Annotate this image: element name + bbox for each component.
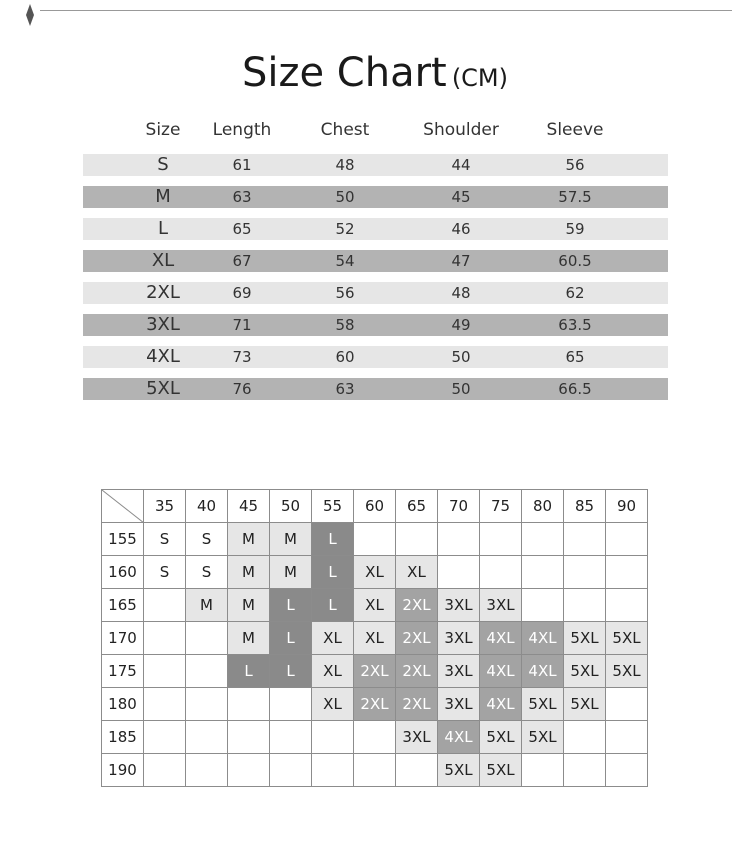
- fit-grid-row: [102, 754, 648, 787]
- header-shoulder: Shoulder: [423, 120, 499, 140]
- fit-size-cell: [480, 556, 522, 589]
- fit-size-cell: [186, 622, 228, 655]
- fit-size-cell: [228, 754, 270, 787]
- fit-size-cell: 4XL: [480, 655, 522, 688]
- fit-grid-row: [102, 622, 648, 655]
- height-header: 190: [102, 754, 144, 787]
- size-cell-length: 71: [232, 316, 252, 334]
- fit-size-cell: M: [228, 523, 270, 556]
- fit-size-cell: [480, 523, 522, 556]
- fit-size-cell: L: [312, 589, 354, 622]
- size-cell-shoulder: 47: [451, 252, 471, 270]
- fit-size-cell: [606, 589, 648, 622]
- size-cell-chest: 54: [335, 252, 355, 270]
- fit-size-cell: XL: [354, 589, 396, 622]
- fit-size-cell: 3XL: [438, 655, 480, 688]
- fit-size-cell: [186, 655, 228, 688]
- size-cell-length: 73: [232, 348, 252, 366]
- fit-size-cell: XL: [312, 622, 354, 655]
- size-cell-shoulder: 45: [451, 188, 471, 206]
- fit-size-cell: [354, 721, 396, 754]
- header-chest: Chest: [320, 120, 370, 140]
- size-cell-chest: 60: [335, 348, 355, 366]
- fit-size-cell: 5XL: [564, 655, 606, 688]
- fit-size-cell: L: [312, 556, 354, 589]
- size-cell-size: 5XL: [146, 378, 180, 399]
- size-cell-length: 69: [232, 284, 252, 302]
- fit-size-cell: 5XL: [438, 754, 480, 787]
- title-unit: (CM): [451, 64, 509, 92]
- fit-size-cell: [144, 721, 186, 754]
- fit-grid-row: [102, 655, 648, 688]
- fit-size-cell: 5XL: [564, 688, 606, 721]
- weight-header: 35: [144, 490, 186, 523]
- size-cell-size: 2XL: [146, 282, 180, 303]
- size-cell-chest: 63: [335, 380, 355, 398]
- size-cell-shoulder: 50: [451, 380, 471, 398]
- size-table-row: [83, 186, 668, 208]
- fit-size-cell: M: [228, 589, 270, 622]
- fit-size-cell: [228, 688, 270, 721]
- fit-size-cell: [354, 523, 396, 556]
- size-table-row: [83, 378, 668, 400]
- weight-header: 60: [354, 490, 396, 523]
- height-header: 180: [102, 688, 144, 721]
- fit-size-cell: 5XL: [606, 622, 648, 655]
- fit-size-cell: 2XL: [396, 589, 438, 622]
- diamond-marker-icon: [26, 4, 34, 26]
- fit-size-cell: L: [270, 589, 312, 622]
- size-cell-sleeve: 56: [565, 156, 585, 174]
- fit-size-cell: 5XL: [564, 622, 606, 655]
- size-cell-sleeve: 62: [565, 284, 585, 302]
- fit-size-cell: [144, 655, 186, 688]
- size-cell-length: 76: [232, 380, 252, 398]
- fit-size-cell: [522, 589, 564, 622]
- height-header: 160: [102, 556, 144, 589]
- fit-size-cell: XL: [312, 655, 354, 688]
- fit-grid-row: [102, 721, 648, 754]
- fit-grid-row: [102, 556, 648, 589]
- fit-grid-header-row: [102, 490, 648, 523]
- size-table-row: [83, 218, 668, 240]
- size-table-row: [83, 346, 668, 368]
- size-cell-shoulder: 49: [451, 316, 471, 334]
- size-cell-length: 67: [232, 252, 252, 270]
- fit-size-cell: L: [228, 655, 270, 688]
- fit-size-cell: 4XL: [480, 688, 522, 721]
- fit-size-cell: L: [312, 523, 354, 556]
- size-table: [83, 116, 668, 400]
- fit-size-cell: XL: [396, 556, 438, 589]
- height-header: 165: [102, 589, 144, 622]
- fit-size-cell: [606, 523, 648, 556]
- fit-size-cell: [564, 754, 606, 787]
- fit-size-cell: [564, 589, 606, 622]
- header-size: Size: [145, 120, 181, 140]
- weight-header: 50: [270, 490, 312, 523]
- fit-size-cell: 4XL: [438, 721, 480, 754]
- fit-size-cell: 3XL: [396, 721, 438, 754]
- fit-size-cell: [438, 523, 480, 556]
- fit-size-cell: [186, 754, 228, 787]
- fit-size-cell: 5XL: [606, 655, 648, 688]
- fit-size-cell: S: [186, 556, 228, 589]
- size-cell-sleeve: 60.5: [558, 252, 592, 270]
- size-table-row: [83, 314, 668, 336]
- fit-size-cell: XL: [354, 622, 396, 655]
- size-cell-sleeve: 59: [565, 220, 585, 238]
- size-cell-chest: 58: [335, 316, 355, 334]
- size-cell-sleeve: 65: [565, 348, 585, 366]
- fit-size-cell: 2XL: [396, 655, 438, 688]
- fit-size-cell: S: [186, 523, 228, 556]
- fit-size-cell: 4XL: [480, 622, 522, 655]
- fit-size-cell: 3XL: [480, 589, 522, 622]
- size-cell-size: L: [157, 218, 169, 239]
- size-cell-length: 61: [232, 156, 252, 174]
- fit-size-cell: 2XL: [396, 622, 438, 655]
- height-header: 155: [102, 523, 144, 556]
- size-cell-chest: 50: [335, 188, 355, 206]
- fit-size-cell: 5XL: [522, 688, 564, 721]
- size-cell-size: M: [155, 186, 171, 207]
- fit-size-cell: S: [144, 556, 186, 589]
- fit-size-cell: [606, 754, 648, 787]
- size-cell-chest: 56: [335, 284, 355, 302]
- weight-header: 90: [606, 490, 648, 523]
- size-cell-sleeve: 57.5: [558, 188, 592, 206]
- fit-size-cell: 2XL: [354, 655, 396, 688]
- weight-header: 75: [480, 490, 522, 523]
- fit-size-cell: M: [270, 523, 312, 556]
- fit-size-cell: [144, 589, 186, 622]
- fit-size-cell: [606, 721, 648, 754]
- fit-size-cell: [270, 721, 312, 754]
- fit-size-cell: 2XL: [396, 688, 438, 721]
- fit-size-cell: L: [270, 622, 312, 655]
- size-table-row: [83, 282, 668, 304]
- fit-size-cell: [144, 622, 186, 655]
- fit-size-cell: [396, 523, 438, 556]
- size-cell-size: 3XL: [146, 314, 180, 335]
- size-cell-shoulder: 46: [451, 220, 471, 238]
- size-cell-length: 63: [232, 188, 252, 206]
- weight-header: 85: [564, 490, 606, 523]
- fit-size-cell: [186, 721, 228, 754]
- fit-size-cell: [186, 688, 228, 721]
- title-main: Size Chart: [241, 50, 447, 96]
- header-sleeve: Sleeve: [546, 120, 604, 140]
- fit-size-cell: [522, 556, 564, 589]
- fit-size-cell: [228, 721, 270, 754]
- fit-size-cell: XL: [354, 556, 396, 589]
- size-table-row: [83, 250, 668, 272]
- fit-size-cell: [354, 754, 396, 787]
- fit-size-cell: [270, 688, 312, 721]
- fit-grid-row: [102, 523, 648, 556]
- size-cell-size: 4XL: [146, 346, 180, 367]
- size-cell-sleeve: 66.5: [558, 380, 592, 398]
- size-cell-size: S: [157, 154, 169, 175]
- fit-size-cell: [396, 754, 438, 787]
- size-cell-shoulder: 44: [451, 156, 471, 174]
- fit-size-cell: 2XL: [354, 688, 396, 721]
- fit-size-cell: S: [144, 523, 186, 556]
- fit-size-cell: [606, 688, 648, 721]
- top-divider-line: [40, 10, 732, 11]
- weight-header: 45: [228, 490, 270, 523]
- grid-corner-diagonal: [102, 490, 144, 523]
- fit-grid-row: [102, 688, 648, 721]
- size-cell-chest: 52: [335, 220, 355, 238]
- size-cell-sleeve: 63.5: [558, 316, 592, 334]
- weight-header: 65: [396, 490, 438, 523]
- header-length: Length: [212, 120, 272, 140]
- weight-header: 40: [186, 490, 228, 523]
- fit-size-cell: 5XL: [480, 721, 522, 754]
- fit-size-cell: M: [228, 622, 270, 655]
- size-table-row: [83, 154, 668, 176]
- fit-size-cell: M: [270, 556, 312, 589]
- weight-header: 70: [438, 490, 480, 523]
- size-cell-size: XL: [151, 250, 175, 271]
- fit-size-cell: [564, 523, 606, 556]
- size-cell-shoulder: 50: [451, 348, 471, 366]
- height-header: 170: [102, 622, 144, 655]
- fit-size-cell: [144, 688, 186, 721]
- fit-size-cell: 5XL: [480, 754, 522, 787]
- height-header: 185: [102, 721, 144, 754]
- fit-size-cell: XL: [312, 688, 354, 721]
- fit-size-cell: [564, 556, 606, 589]
- weight-header: 80: [522, 490, 564, 523]
- fit-size-cell: [606, 556, 648, 589]
- size-cell-shoulder: 48: [451, 284, 471, 302]
- fit-size-cell: M: [186, 589, 228, 622]
- size-cell-chest: 48: [335, 156, 355, 174]
- fit-size-cell: 3XL: [438, 589, 480, 622]
- fit-size-cell: 3XL: [438, 688, 480, 721]
- fit-size-cell: 5XL: [522, 721, 564, 754]
- size-table-header: [83, 116, 668, 144]
- fit-size-cell: [312, 721, 354, 754]
- page-title: [0, 50, 750, 96]
- fit-size-cell: [564, 721, 606, 754]
- fit-size-cell: [522, 754, 564, 787]
- fit-size-cell: L: [270, 655, 312, 688]
- height-header: 175: [102, 655, 144, 688]
- size-cell-length: 65: [232, 220, 252, 238]
- height-weight-fit-grid: [101, 489, 648, 787]
- fit-size-cell: M: [228, 556, 270, 589]
- weight-header: 55: [312, 490, 354, 523]
- fit-size-cell: 4XL: [522, 622, 564, 655]
- fit-size-cell: 3XL: [438, 622, 480, 655]
- fit-grid-row: [102, 589, 648, 622]
- fit-size-cell: 4XL: [522, 655, 564, 688]
- fit-size-cell: [270, 754, 312, 787]
- fit-size-cell: [144, 754, 186, 787]
- fit-size-cell: [312, 754, 354, 787]
- fit-size-cell: [438, 556, 480, 589]
- fit-size-cell: [522, 523, 564, 556]
